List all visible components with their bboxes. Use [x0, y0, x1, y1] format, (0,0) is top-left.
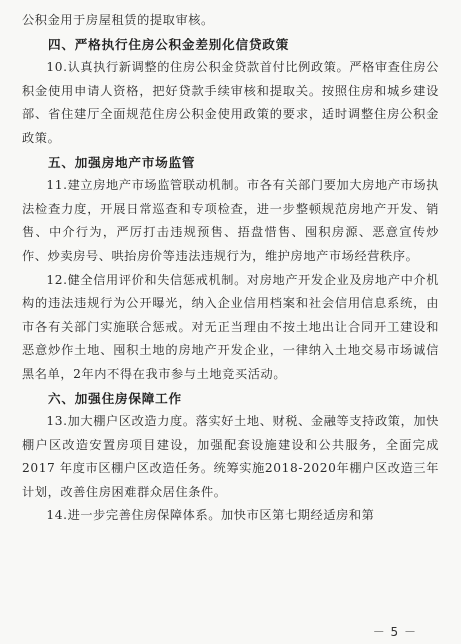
paragraph-11: 11.建立房地产市场监管联动机制。市各有关部门要加大房地产市场执法检查力度，开展日常巡查和专项检查，进一步整顿规范房地产开发、销售、中介行为，严厉打击违规预售、捂盘惜售、囤积房源、恶意宣传炒作、炒卖房号、哄抬房价等违法违规行为，维护房地产市场经营秩序。 [22, 178, 439, 263]
section-heading-5: 五、加强房地产市场监管 [48, 154, 196, 170]
paragraph-10: 10.认真执行新调整的住房公积金贷款首付比例政策。严格审查住房公积金使用申请人资格，把好贷款手续审核和提取关。按照住房和城乡建设部、省住建厅全面规范住房公积金使用政策的要求，适时调整住房公积金政策。 [22, 60, 439, 145]
paragraph-12: 12.健全信用评价和失信惩戒机制。对房地产开发企业及房地产中介机构的违法违规行为公开曝光，纳入企业信用档案和社会信用信息系统，由市各有关部门实施联合惩戒。对无正当理由不按土地出让合同开工建设和恶意炒作土地、囤积土地的房地产开发企业，一律纳入土地交易市场诚信黑名单，2年内不得在我市参与土地竞买活动。 [22, 272, 439, 381]
section-heading-6: 六、加强住房保障工作 [48, 390, 182, 406]
paragraph-13: 13.加大棚户区改造力度。落实好土地、财税、金融等支持政策，加快棚户区改造安置房项目建设，加强配套设施建设和公共服务，全面完成 2017 年度市区棚户区改造任务。统筹实施2018-2020年棚户区改造三年计划，改善住房困难群众居住条件。 [22, 414, 439, 499]
page-number: － 5 － [372, 625, 417, 639]
paragraph-14: 14.进一步完善住房保障体系。加快市区第七期经适房和第 [46, 508, 375, 523]
section-heading-4: 四、严格执行住房公积金差别化信贷政策 [48, 36, 290, 52]
paragraph-continuation: 公积金用于房屋租赁的提取审核。 [22, 13, 214, 27]
